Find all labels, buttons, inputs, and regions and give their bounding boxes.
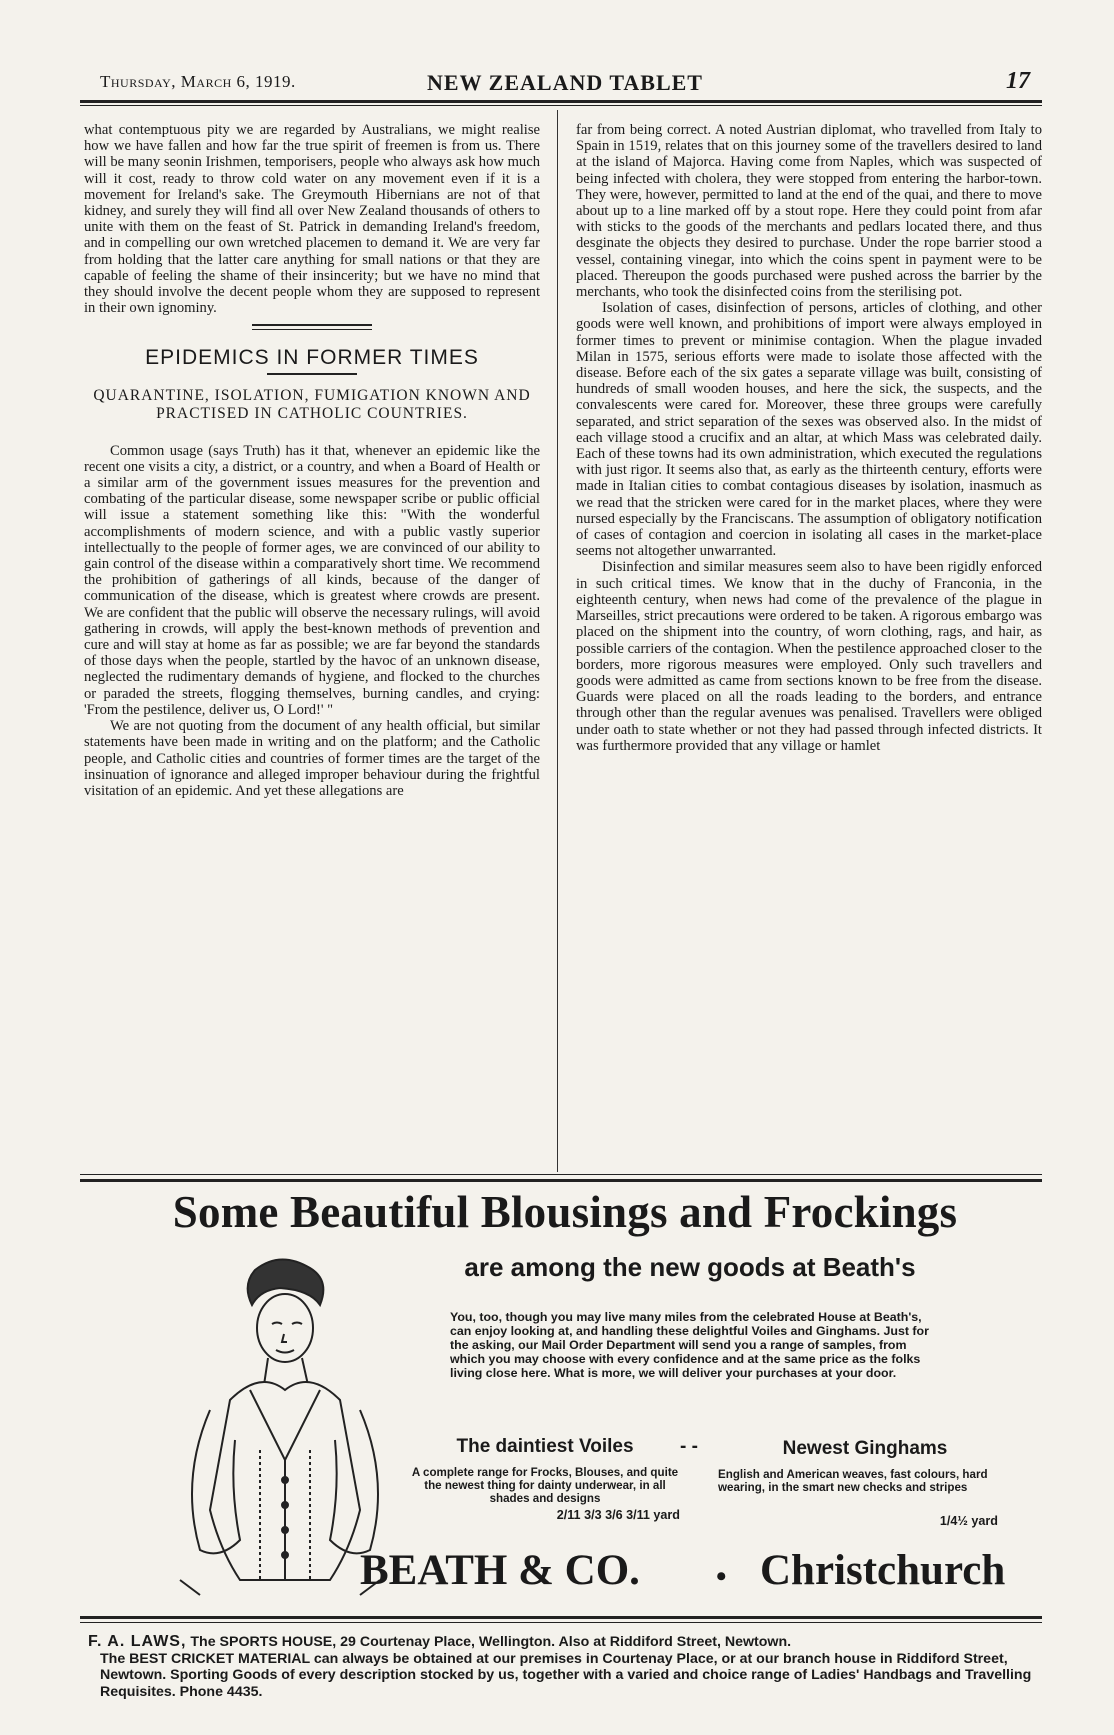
article-subheading: QUARANTINE, ISOLATION, FUMIGATION KNOWN AND PRACTISED IN CATHOLIC COUNTRIES.	[93, 386, 531, 422]
voiles-heading: The daintiest Voiles	[456, 1436, 634, 1457]
ginghams-description: English and American weaves, fast colours, hard wearing, in the smart new checks and stripes	[718, 1468, 988, 1494]
article-paragraph: Isolation of cases, disinfection of persons, articles of clothing, and other goods were well known, and prohibitions of import were always employed in former times to prevent or minimise contagion. When the plague invaded Milan in 1575, serious efforts were made to isolate those affected with the disease. Before each of the six gates a separate village was built, consisting of hundreds of small wooden houses, and here the sick, the suspects, and the convalescents were cared for. Moreover, these three groups were carefully separated, and strict separation of the sexes was observed also. In the midst of each village stood a crucifix and an altar, at which Mass was celebrated daily. Each of these towns had its own administration, which executed the regulations with just rigor. It seems also that, as early as the thirteenth century, efforts were made in Italian cities to combat contagious diseases by isolation, inasmuch as we read that the stricken were cared for in the market places, where they were nursed especially by the Franciscans. The assumption of obligatory notification of cases of contagion and coercion in isolating all cases in the market-place seems not altogether unwarranted.	[576, 300, 1042, 560]
article-heading: EPIDEMICS IN FORMER TIMES	[145, 346, 479, 370]
article-paragraph: far from being correct. A noted Austrian diplomat, who travelled from Italy to Spain in 1519, relates that on this journey some of the travellers desired to land at the island of Majorca. Having come from Naples, which was suspected of being infected with cholera, they were stopped from entering the harbor-town. They were, however, permitted to land at the end of the quai, and there to move about up to a line marked off by a stout rope. Here they could point from afar with sticks to the goods of the merchants and pedlars located there, and thus desginate the objects they desired to purchase. Under the rope barrier stood a vessel, containing vinegar, into which the coins spent in payment were to be placed. Thereupon the goods purchased were pushed across the barrier by the merchants, who took the disinfected coins from the sterilising pot.	[576, 122, 1042, 301]
sports-ad-line-2: The BEST CRICKET MATERIAL can always be obtained at our premises in Courtenay Place, or at our branch house in Riddiford Street, Newtown. Sporting Goods of every description stocked by us, together with a varied and choice range of Ladies' Handbags and Travelling Requisites. Phone 4435.	[100, 1650, 1032, 1700]
right-column	[576, 122, 1042, 754]
ad-separator: - -	[680, 1436, 698, 1457]
ad-rule-thick	[80, 1179, 1042, 1182]
article-paragraph: Common usage (says Truth) has it that, whenever an epidemic like the recent one visits a city, a district, or a country, and when a Board of Health or a similar arm of the government issues measures for the prevention and combating of the particular disease, some newspaper scribe or public official will issue a statement something like this: "With the wonderful accomplishments of modern science, and with a public vastly superior intellectually to the people of former ages, we are convinced of our ability to gain control of the disease within a comparatively short time. We recommend the prohibition of gatherings of all kinds, because of the danger of communication of the disease, which is greatest where crowds are present. We are confident that the public will observe the necessary rulings, will avoid gathering in crowds, will apply the best-known methods of prevention and cure and will stay at home as far as possible; we are far beyond the standards of those days when the people, startled by the havoc of an unknown disease, neglected the rudimentary demands of hygiene, and flocked to the churches or paraded the streets, flogging themselves, burning candles, and crying: 'From the pestilence, deliver us, O Lord!' "	[84, 442, 540, 718]
firm-separator: •	[716, 1560, 727, 1593]
column-rule	[557, 110, 558, 1172]
advertiser-name: F. A. LAWS,	[88, 1633, 187, 1650]
voiles-description: A complete range for Frocks, Blouses, and quite the newest thing for dainty underwear, in all shades and designs	[411, 1466, 679, 1505]
ad-headline: Some Beautiful Blousings and Frockings	[172, 1187, 958, 1237]
firm-name: BEATH & CO.	[360, 1547, 640, 1594]
ad-body-text: You, too, though you may live many miles from the celebrated House at Beath's, can enjoy looking at, and handling these delightful Voiles and Ginghams. Just for the asking, our Mail Order Department will send you a range of samples, from which you may choose with every confidence and at the same price as the folks living close here. What is more, we will deliver your purchases at your door.	[450, 1310, 929, 1380]
article-paragraph: Disinfection and similar measures seem also to have been rigidly enforced in such critical times. We know that in the duchy of Franconia, in the eighteenth century, when news had come of the prevalence of the plague in Marseilles, strict precautions were ordered to be taken. A rigorous embargo was placed on the shipment into the country, of worn clothing, rags, and hair, as possible carriers of the contagion. When the pestilence approached closer to the borders, more rigorous measures were employed. Only such travellers and goods were admitted as came from sections known to be free from the disease. Guards were placed on all the roads leading to the borders, and entrance through other than the regular avenues was penalised. Travellers were obliged under oath to state whether or not they had passed through infected districts. It was furthermore provided that any village or hamlet	[576, 559, 1042, 754]
header-rule-thick	[80, 100, 1042, 103]
header-rule-thin	[80, 105, 1042, 106]
footer-rule-thin	[80, 1622, 1042, 1623]
firm-city: Christchurch	[760, 1547, 1006, 1594]
sports-house-ad	[88, 1634, 1043, 1700]
sports-ad-line-1	[88, 1634, 1043, 1651]
masthead-title: NEW ZEALAND TABLET	[427, 70, 703, 95]
section-divider	[252, 324, 372, 330]
ad-subheadline: are among the new goods at Beath's	[464, 1252, 916, 1282]
footer-rule-thick	[80, 1616, 1042, 1619]
page-header	[100, 68, 1030, 98]
page-number: 17	[1006, 68, 1030, 94]
heading-ornament	[267, 373, 357, 375]
voiles-prices: 2/11 3/3 3/6 3/11 yard	[556, 1508, 680, 1522]
ginghams-heading: Newest Ginghams	[782, 1438, 948, 1459]
editorial-paragraph: what contemptuous pity we are regarded by Australians, we might realise how we have fallen and how far the true spirit of freemen is from us. There will be many seonin Irishmen, temporisers, people who always ask how much will it cost, ready to throw cold water on any movement even if it is a movement for Ireland's sake. The Greymouth Hibernians are not of that kidney, and surely they will find all over New Zealand thousands of others to unite with them on the feast of St. Patrick in demanding Ireland's freedom, and in compelling our own wretched placemen to demand it. We are very far from holding that the latter care anything for small nations or that they are capable of feeling the shame of their insincerity; but we have no mind that they should involve the decent people whom they are supposed to represent in their own ignominy.	[84, 122, 540, 317]
ad-rule-thin	[80, 1174, 1042, 1175]
left-column	[84, 122, 540, 799]
sports-ad-address: The SPORTS HOUSE, 29 Courtenay Place, Wellington. Also at Riddiford Street, Newtown.	[190, 1634, 792, 1650]
ginghams-price: 1/4½ yard	[939, 1514, 998, 1528]
issue-date: Thursday, March 6, 1919.	[100, 72, 296, 91]
article-paragraph: We are not quoting from the document of any health official, but similar statements have been made in writing and on the platform; and the Catholic people, and Catholic cities and countries of former times are the target of the insinuation of ignorance and alleged improper behaviour during the frightful visitation of an epidemic. And yet these allegations are	[84, 718, 540, 799]
